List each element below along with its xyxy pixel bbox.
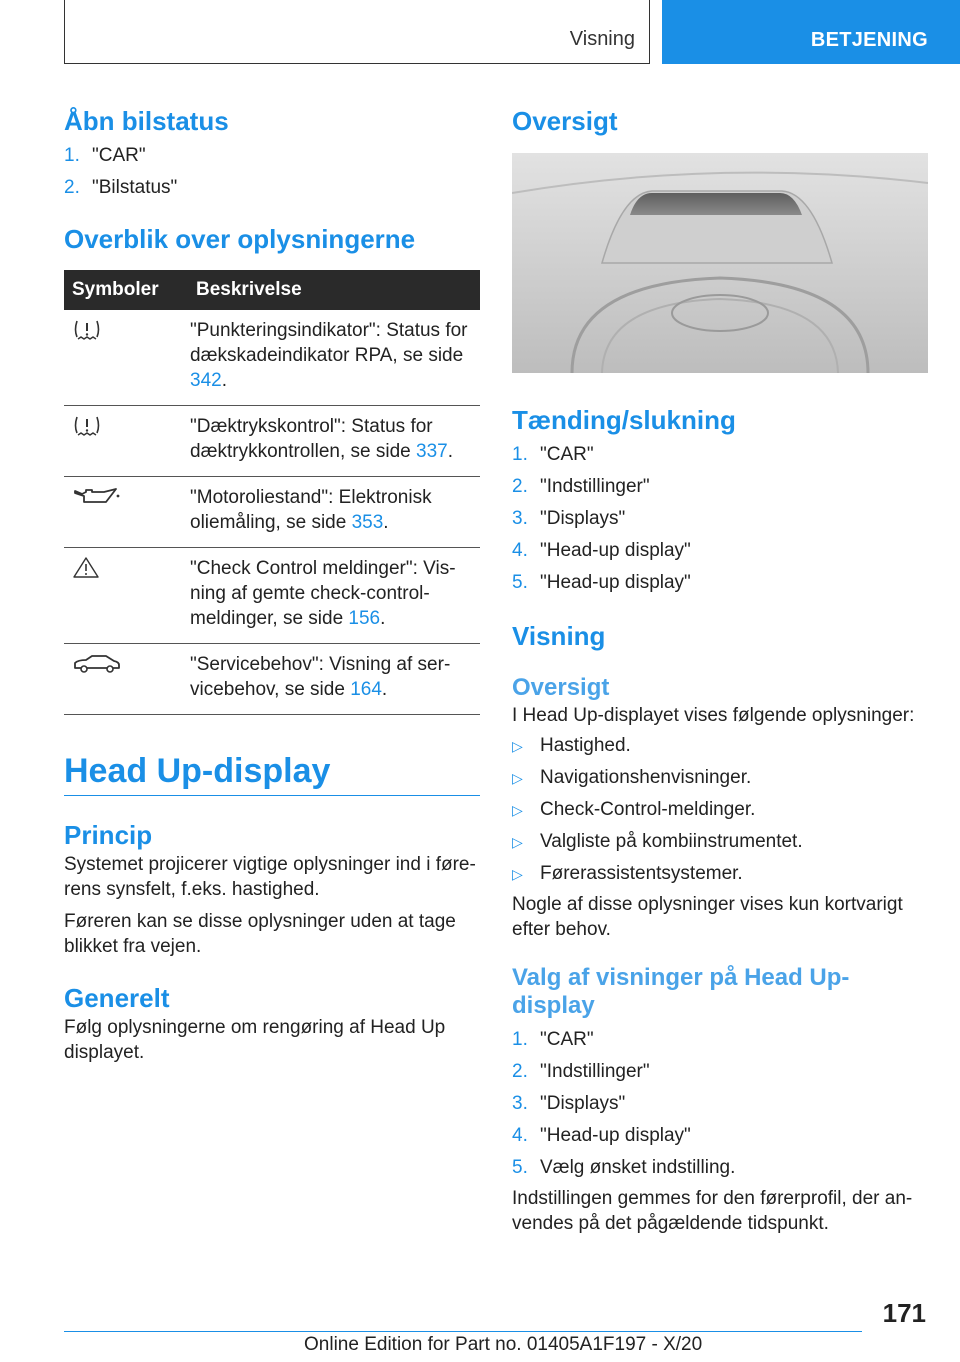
tire-warning-icon (72, 326, 102, 347)
header-section-box (64, 0, 650, 64)
warning-triangle-icon (72, 564, 100, 585)
footer-edition: Online Edition for Part no. 01405A1F197 - X/20 (304, 1334, 703, 1355)
list-item: 1. "CAR" (512, 1029, 594, 1050)
visning-list (512, 730, 928, 890)
hud-photo (512, 153, 928, 373)
heading-generelt: Generelt (64, 983, 170, 1013)
page-number: 171 (882, 1298, 926, 1328)
list-item: ▷ Valgliste på kombiinstrumentet. (512, 826, 928, 858)
table-cell-description: "Motoroliestand": Elektronisk oliemåling, se side 353. (188, 477, 480, 548)
heading-oversigt: Oversigt (512, 106, 618, 136)
visning-intro: I Head Up-displayet vises følgende oplysninger: (512, 705, 915, 726)
list-item: 2. "Bilstatus" (64, 177, 178, 198)
bullet-triangle-icon: ▷ (512, 802, 523, 818)
valg-steps (512, 1024, 928, 1184)
open-status-steps (64, 140, 480, 204)
page-link[interactable]: 156 (348, 608, 381, 629)
table-row (64, 406, 480, 477)
bullet-triangle-icon: ▷ (512, 834, 523, 850)
list-item: ▷ Check-Control-meldinger. (512, 794, 928, 826)
footer-rule (64, 1331, 862, 1332)
princip-paragraph-1: Systemet projicerer vigtige oplysninger ind i føre-rens synsfelt, f.eks. hastighed. (64, 854, 476, 900)
heading-princip: Princip (64, 820, 153, 850)
table-cell-description: "Servicebehov": Visning af ser-vicebehov, se side 164. (188, 644, 480, 715)
list-item: 5. "Head-up display" (512, 572, 691, 593)
table-row (64, 548, 480, 644)
list-item: 1. "CAR" (512, 444, 594, 465)
list-item: 2. "Indstillinger" (512, 1061, 650, 1082)
car-service-icon (72, 660, 122, 681)
princip-paragraph-2: Føreren kan se disse oplysninger uden at tage blikket fra vejen. (64, 911, 456, 957)
header-section-label: Visning (569, 28, 635, 50)
header-chapter-label: BETJENING (810, 29, 928, 51)
table-cell-description: "Punkteringsindikator": Status for dækskadeindikator RPA, se side 342. (188, 310, 480, 406)
list-item: 4. "Head-up display" (512, 540, 691, 561)
list-item: 3. "Displays" (512, 508, 626, 529)
heading-open-status: Åbn bilstatus (64, 106, 229, 136)
bullet-triangle-icon: ▷ (512, 738, 523, 754)
bullet-triangle-icon: ▷ (512, 770, 523, 786)
table-row (64, 477, 480, 548)
heading-visning-oversigt: Oversigt (512, 674, 610, 701)
valg-note: Indstillingen gemmes for den førerprofil, der an-vendes på det pågældende tidspunkt. (512, 1188, 913, 1234)
symbols-table (64, 270, 480, 715)
column-header-symbols: Symboler (64, 270, 188, 310)
list-item: ▷ Navigationshenvisninger. (512, 762, 928, 794)
table-row (64, 310, 480, 406)
heading-valg: Valg af visninger på Head Up-display (512, 964, 850, 1019)
heading-visning: Visning (512, 621, 606, 651)
column-header-description: Beskrivelse (188, 270, 480, 310)
generelt-paragraph: Følg oplysningerne om rengøring af Head Up displayet. (64, 1017, 446, 1063)
visning-note: Nogle af disse oplysninger vises kun kortvarigt efter behov. (512, 894, 903, 940)
heading-taending: Tænding/slukning (512, 405, 736, 435)
page-link[interactable]: 342 (190, 370, 222, 391)
list-item: ▷ Hastighed. (512, 730, 928, 762)
header-chapter-box (662, 0, 960, 64)
page-link[interactable]: 164 (350, 679, 382, 700)
list-item: 5. Vælg ønsket indstilling. (512, 1157, 736, 1178)
oil-can-icon (72, 493, 122, 514)
right-column (512, 100, 928, 1236)
list-item: 2. "Indstillinger" (512, 476, 650, 497)
taending-steps (512, 439, 928, 599)
page-link[interactable]: 337 (416, 441, 448, 462)
heading-overview: Overblik over oplysningerne (64, 224, 416, 254)
table-cell-description: "Dæktrykskontrol": Status for dæktrykkontrollen, se side 337. (188, 406, 480, 477)
list-item: 1. "CAR" (64, 145, 146, 166)
bullet-triangle-icon: ▷ (512, 866, 523, 882)
list-item: 3. "Displays" (512, 1093, 626, 1114)
page-link[interactable]: 353 (351, 512, 384, 533)
heading-head-up-display: Head Up-display (64, 752, 331, 790)
table-row (64, 644, 480, 715)
left-column (64, 100, 480, 1065)
list-item: ▷ Førerassistentsystemer. (512, 858, 928, 890)
heading-rule (64, 795, 480, 796)
hud-dashboard-illustration (512, 153, 928, 373)
tire-pressure-icon (72, 422, 102, 443)
list-item: 4. "Head-up display" (512, 1125, 691, 1146)
table-cell-description: "Check Control meldinger": Vis-ning af gemte check-control-meldinger, se side 156. (188, 548, 480, 644)
